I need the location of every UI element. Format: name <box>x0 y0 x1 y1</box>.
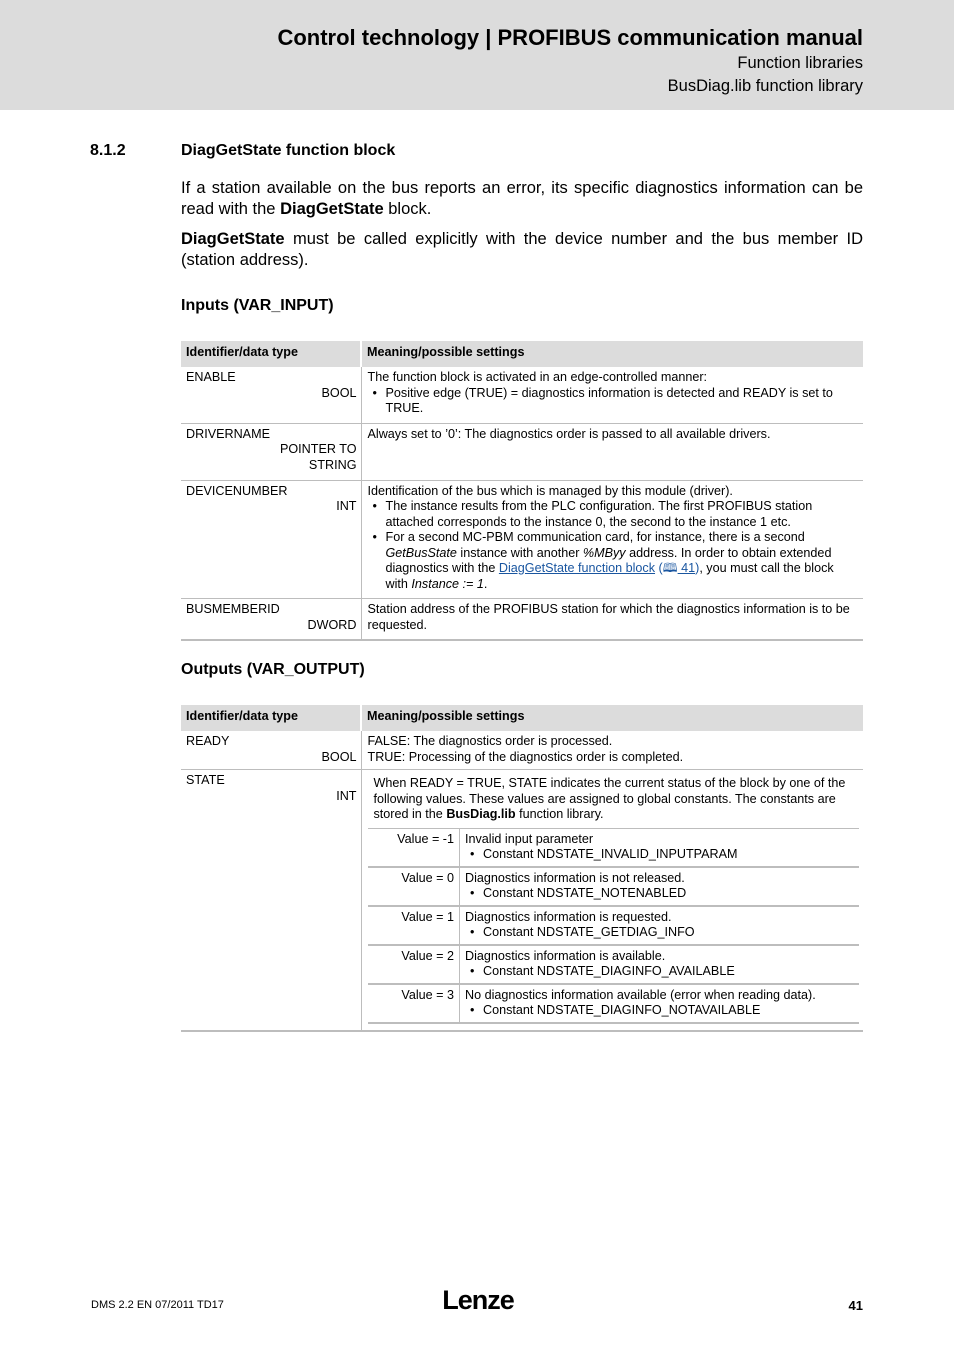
inputs-heading: Inputs (VAR_INPUT) <box>181 297 334 314</box>
italic-term: %MByy <box>582 545 626 560</box>
italic-term: GetBusState <box>385 545 457 560</box>
data-type: DWORD <box>307 617 357 632</box>
text-run: . <box>483 576 488 591</box>
intro-paragraph-1 <box>181 178 863 220</box>
text-run: instance with another <box>456 545 583 560</box>
identifier-cell <box>181 731 361 770</box>
bullet-list <box>465 964 855 980</box>
book-icon: 🕮 <box>662 561 678 575</box>
state-value-key: Value = 3 <box>368 984 460 1023</box>
table-header-row <box>181 341 863 367</box>
identifier-name: READY <box>186 734 230 748</box>
identifier-cell <box>181 367 361 423</box>
meaning-cell <box>361 423 863 480</box>
text-run: If a station available on the bus reports an error, its specific diagnostics information can be read with the <box>181 179 863 218</box>
italic-term: Instance := 1 <box>411 576 484 591</box>
value-description: Diagnostics information is available. <box>465 948 666 963</box>
bullet-item: • Constant NDSTATE_GETDIAG_INFO <box>465 925 855 941</box>
value-description: No diagnostics information available (error when reading data). <box>465 987 816 1002</box>
document-title: Control technology | PROFIBUS communication manual <box>277 25 863 50</box>
meaning-text: FALSE: The diagnostics order is processed. <box>367 734 613 748</box>
logo-wordmark: Lenze <box>442 1285 514 1315</box>
section-number: 8.1.2 <box>90 142 126 159</box>
text-run: block. <box>383 200 432 218</box>
meaning-cell <box>361 731 863 770</box>
identifier-cell <box>181 770 361 1031</box>
bold-term: DiagGetState <box>181 230 285 248</box>
meaning-text: TRUE: Processing of the diagnostics order is completed. <box>367 749 684 764</box>
table-row-drivername <box>181 423 863 480</box>
lenze-logo <box>436 1283 520 1317</box>
table-header-row <box>181 705 863 731</box>
diaggetstate-link[interactable]: DiagGetState function block <box>498 561 656 575</box>
bullet-list <box>368 386 860 417</box>
table-row-enable <box>181 367 863 423</box>
bullet-list <box>465 1003 855 1019</box>
bullet-list <box>368 499 860 592</box>
footer-document-id: DMS 2.2 EN 07/2011 TD17 <box>91 1299 224 1311</box>
intro-paragraph-2 <box>181 229 863 271</box>
bullet-list <box>465 886 855 902</box>
state-value-row <box>368 945 860 984</box>
inputs-table <box>181 341 863 641</box>
value-description: Invalid input parameter <box>465 831 594 846</box>
state-value-row <box>368 906 860 945</box>
state-value-key: Value = 2 <box>368 945 460 984</box>
bullet-item: • Positive edge (TRUE) = diagnostics information is detected and READY is set to TRUE. <box>368 386 860 417</box>
outputs-heading: Outputs (VAR_OUTPUT) <box>181 661 365 678</box>
state-value-desc <box>460 906 860 945</box>
state-value-key: Value = 1 <box>368 906 460 945</box>
bullet-item <box>368 530 860 592</box>
bullet-item: • Constant NDSTATE_DIAGINFO_AVAILABLE <box>465 964 855 980</box>
bullet-list <box>465 847 855 863</box>
table-row-devicenumber <box>181 480 863 599</box>
column-header-meaning: Meaning/possible settings <box>361 341 863 367</box>
meaning-cell <box>361 770 863 1031</box>
ref-bracket: ) <box>695 561 700 575</box>
page-number: 41 <box>848 1298 863 1313</box>
state-values-table <box>368 828 860 1024</box>
identifier-name: ENABLE <box>186 370 236 384</box>
identifier-cell <box>181 480 361 599</box>
identifier-name: BUSMEMBERID <box>186 602 280 616</box>
bullet-item: • Constant NDSTATE_INVALID_INPUTPARAM <box>465 847 855 863</box>
state-value-row <box>368 828 860 867</box>
text-run: , you must call the block with <box>385 561 834 591</box>
meaning-text: Identification of the bus which is managed by this module (driver). <box>367 483 733 498</box>
data-type: BOOL <box>321 385 357 400</box>
text-run: For a second MC-PBM communication card, for instance, there is a second <box>385 530 805 544</box>
data-type: INT <box>336 499 357 513</box>
meaning-text <box>368 773 860 828</box>
section-title: DiagGetState function block <box>181 142 396 159</box>
data-type: INT <box>336 788 357 803</box>
data-type: BOOL <box>321 749 357 764</box>
bullet-item: • The instance results from the PLC configuration. The first PROFIBUS station attached corresponds to the instance 0, the second to the instance 1 etc. <box>368 499 860 530</box>
table-row-ready <box>181 731 863 770</box>
state-value-key: Value = -1 <box>368 828 460 867</box>
data-type: STRING <box>308 457 357 472</box>
text-run: address. In order to obtain extended diagnostics with the <box>385 545 832 575</box>
bold-term: DiagGetState <box>280 200 384 218</box>
state-value-row <box>368 984 860 1023</box>
meaning-text: Station address of the PROFIBUS station for which the diagnostics information is to be requested. <box>367 602 850 632</box>
bullet-list <box>465 925 855 941</box>
table-row-busmemberid <box>181 599 863 641</box>
meaning-cell <box>361 480 863 599</box>
state-value-desc <box>460 867 860 906</box>
identifier-name: STATE <box>186 773 225 787</box>
table-row-state <box>181 770 863 1031</box>
state-value-desc <box>460 828 860 867</box>
bullet-item: • Constant NDSTATE_NOTENABLED <box>465 886 855 902</box>
state-value-key: Value = 0 <box>368 867 460 906</box>
identifier-cell <box>181 599 361 641</box>
column-header-identifier: Identifier/data type <box>181 341 361 367</box>
text-run: function library. <box>515 807 604 821</box>
value-description: Diagnostics information is requested. <box>465 909 672 924</box>
meaning-cell <box>361 367 863 423</box>
column-header-identifier: Identifier/data type <box>181 705 361 731</box>
text-run: When READY = TRUE, STATE indicates the current status of the block by one of the following values. These values are assigned to global constants. The constants are stored in the <box>373 776 846 821</box>
chapter-title: Function libraries <box>737 54 863 72</box>
state-value-row <box>368 867 860 906</box>
bullet-item: • Constant NDSTATE_DIAGINFO_NOTAVAILABLE <box>465 1003 855 1019</box>
identifier-name: DRIVERNAME <box>186 426 270 441</box>
value-description: Diagnostics information is not released. <box>465 870 685 885</box>
identifier-name: DEVICENUMBER <box>186 483 288 498</box>
ref-page: 41 <box>677 561 696 575</box>
text-run: must be called explicitly with the device number and the bus member ID (station address). <box>181 230 863 269</box>
subchapter-title: BusDiag.lib function library <box>667 77 863 95</box>
meaning-text: The function block is activated in an edge-controlled manner: <box>367 370 708 384</box>
state-value-desc <box>460 984 860 1023</box>
data-type: POINTER TO <box>279 442 357 456</box>
state-value-desc <box>460 945 860 984</box>
meaning-text: Always set to ’0’: The diagnostics order is passed to all available drivers. <box>367 426 771 441</box>
identifier-cell <box>181 423 361 480</box>
column-header-meaning: Meaning/possible settings <box>361 705 863 731</box>
ref-bracket: ( <box>655 561 663 575</box>
page-reference-link[interactable] <box>655 561 699 575</box>
meaning-cell <box>361 599 863 641</box>
bold-term: BusDiag.lib <box>446 807 516 821</box>
outputs-table <box>181 705 863 1032</box>
